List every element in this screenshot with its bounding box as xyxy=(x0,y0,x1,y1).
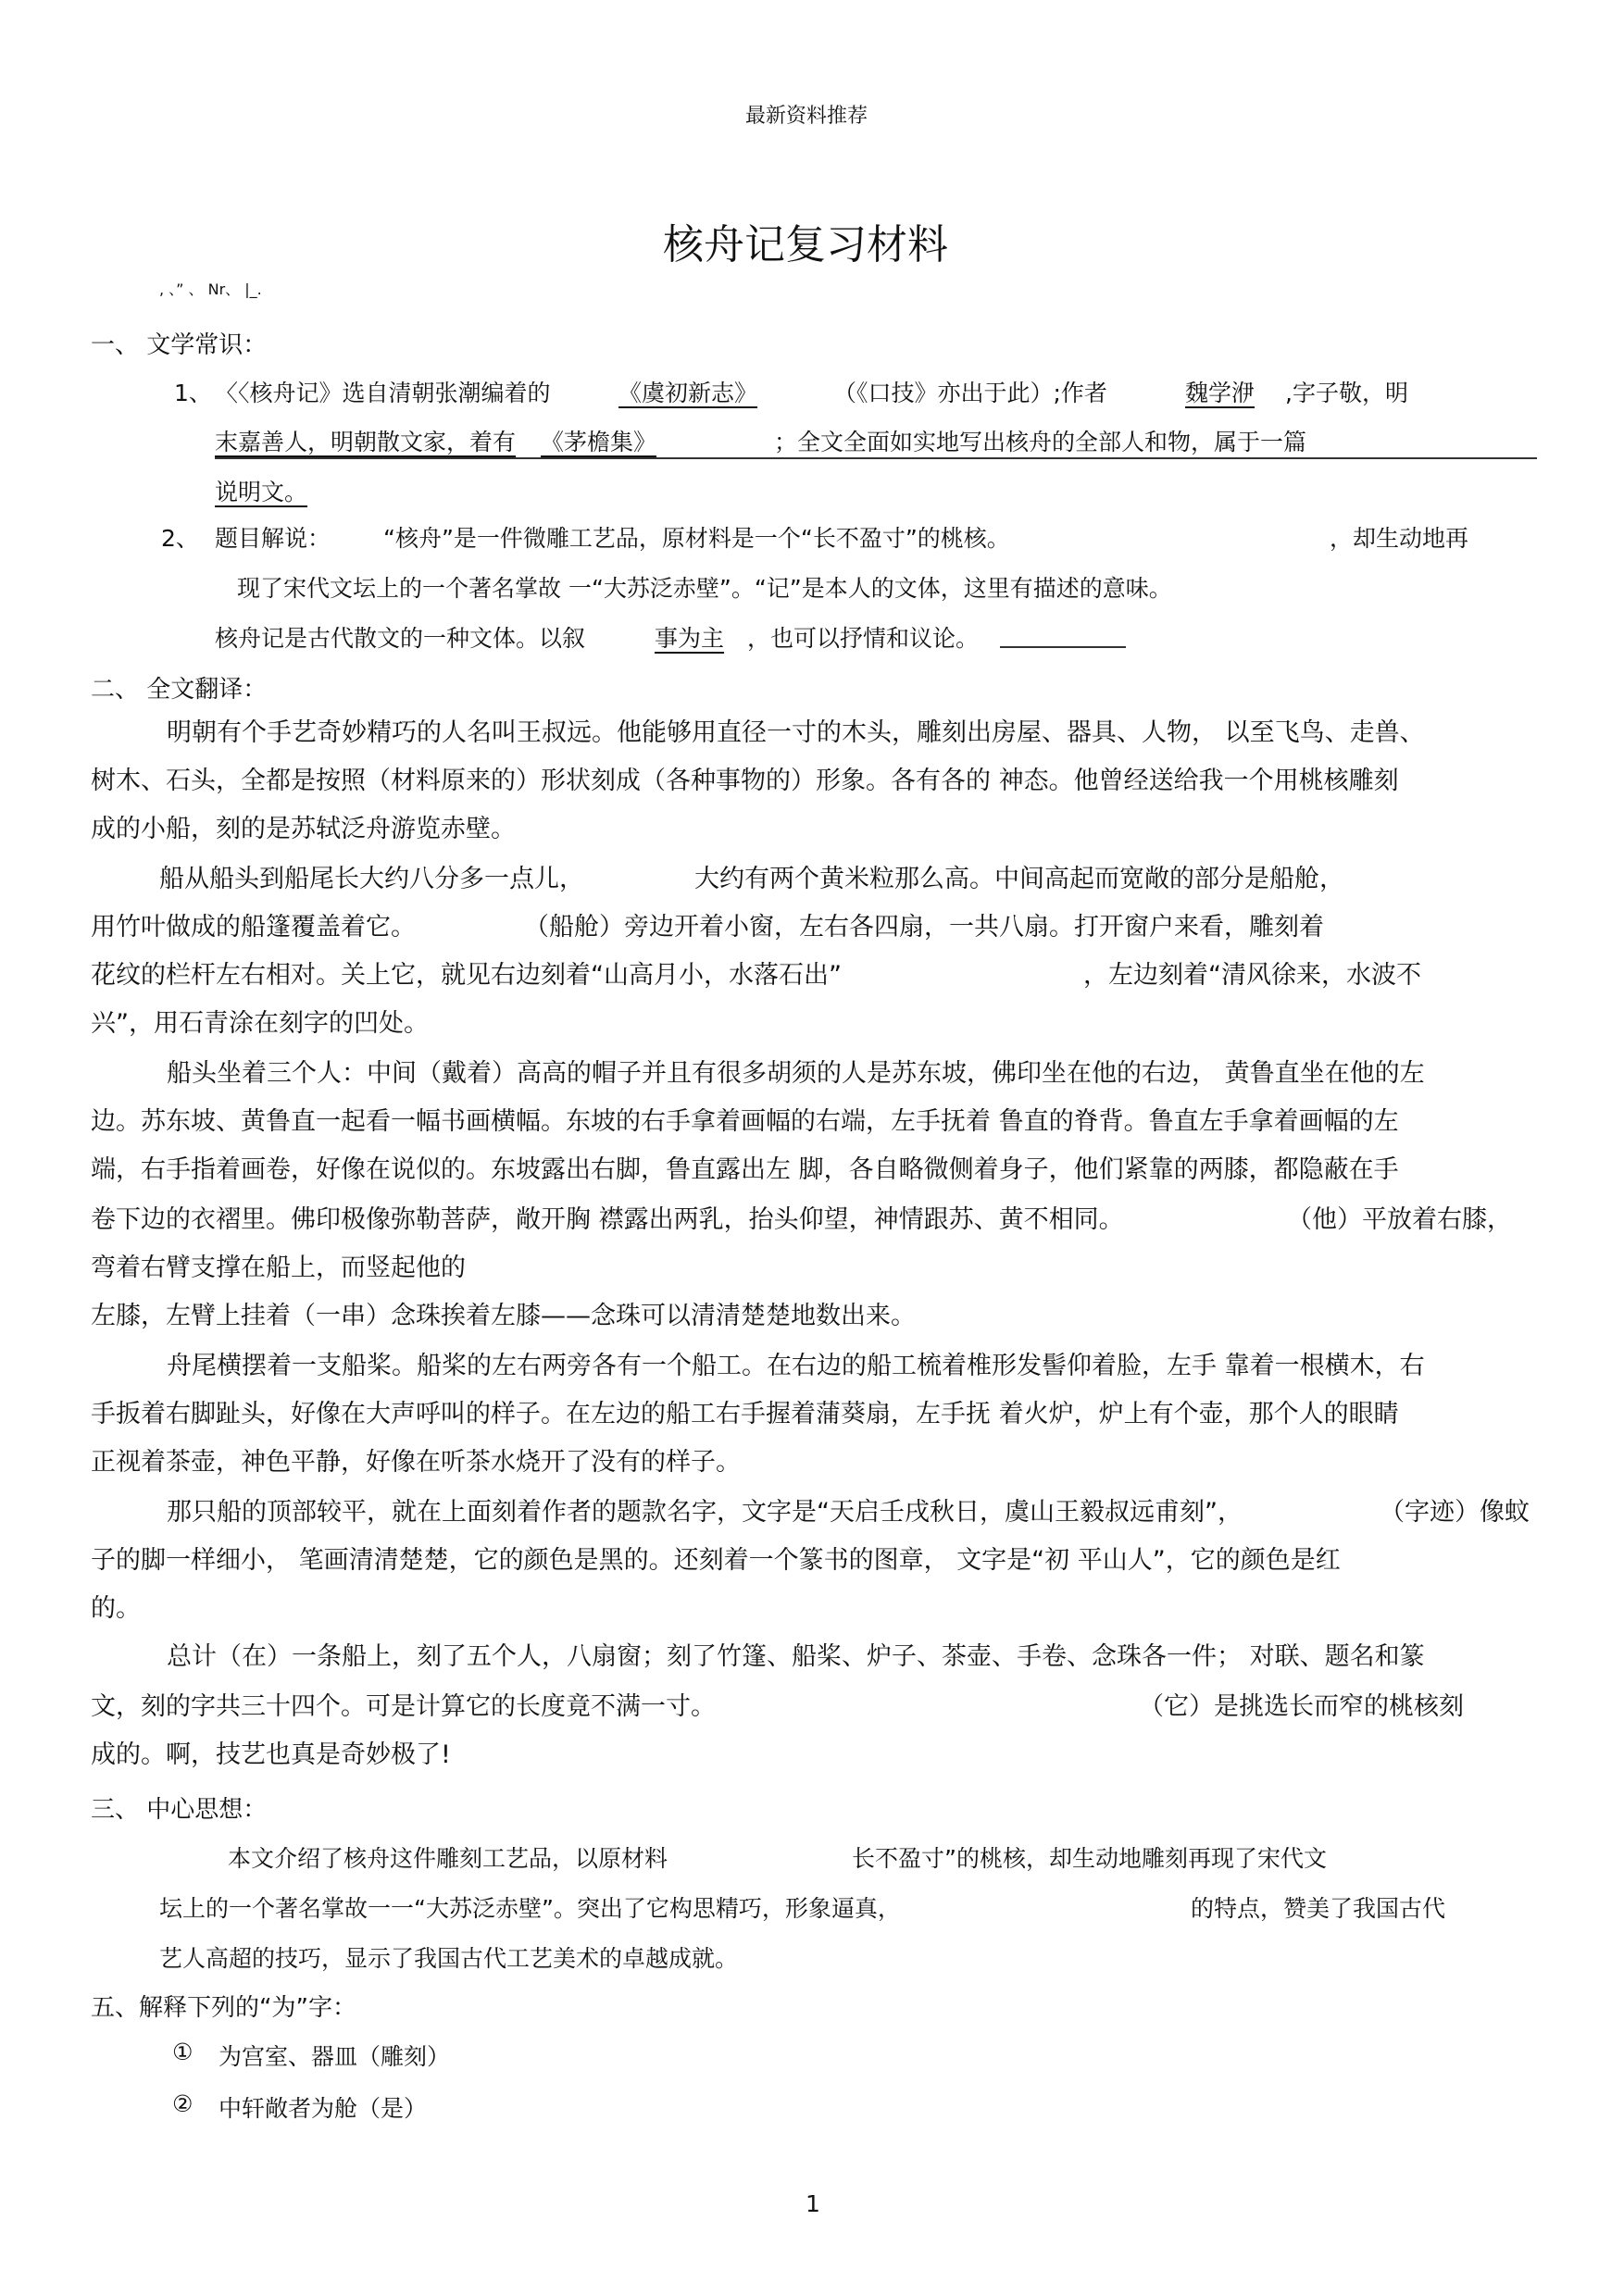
summary-line2-end: 的特点，赞美了我国古代 xyxy=(1191,1895,1446,1922)
wei-item-number: ① xyxy=(172,2039,194,2065)
translation-line: 总计（在）一条船上，刻了五个人，八扇窗；刻了竹篷、船桨、炉子、茶壶、手卷、念珠各一件； 对联、题名和篆 xyxy=(167,1642,1425,1671)
section-5-heading: 五、解释下列的“为”字： xyxy=(91,1994,356,2022)
translation-line: 手扳着右脚趾头，好像在大声呼叫的样子。在左边的船工右手握着蒲葵扇，左手抚 着火炉，炉上有个壶，那个人的眼睛 xyxy=(91,1400,1399,1428)
translation-line: 边。苏东坡、黄鲁直一起看一幅书画横幅。东坡的右手拿着画幅的右端，左手抚着 鲁直的脊背。鲁直左手拿着画幅的左 xyxy=(91,1107,1399,1136)
translation-line: 卷下边的衣褶里。佛印极像弥勒菩萨，敞开胸 襟露出两乳，抬头仰望，神情跟苏、黄不相同。 xyxy=(91,1205,1124,1234)
translation-line: 树木、石头，全都是按照（材料原来的）形状刻成（各种事物的）形象。各有各的 神态。他曾经送给我一个用桃核雕刻 xyxy=(91,767,1399,795)
summary-line1-text: 本文介绍了核舟这件雕刻工艺品，以原材料 xyxy=(228,1845,668,1872)
translation-line: 端，右手指着画卷，好像在说似的。东坡露出右脚，鲁直露出左 脚，各自略微侧着身子，他们紧靠的两膝，都隐蔽在手 xyxy=(91,1155,1399,1184)
item-1-line3: 说明文。 xyxy=(215,479,308,505)
item-2-line3-end: ，也可以抒情和议论。 xyxy=(747,625,980,652)
translation-line: 文，刻的字共三十四个。可是计算它的长度竟不满一寸。 xyxy=(91,1692,716,1721)
page-number: 1 xyxy=(806,2190,820,2217)
item-2-line3-text: 核舟记是古代散文的一种文体。以叙 xyxy=(215,625,586,652)
item-2-line3-emph: 事为主 xyxy=(655,625,725,652)
summary-line1-end: 长不盈寸”的桃核，却生动地雕刻再现了宋代文 xyxy=(852,1845,1327,1872)
translation-line: 成的小船，刻的是苏轼泛舟游览赤壁。 xyxy=(91,815,516,843)
translation-line: 兴”，用石青涂在刻字的凹处。 xyxy=(91,1009,429,1038)
translation-line: 子的脚一样细小， 笔画清清楚楚，它的颜色是黑的。还刻着一个篆书的图章， 文字是“初 平山人”，它的颜色是红 xyxy=(91,1546,1341,1575)
translation-line: ，左边刻着“清风徐来，水波不 xyxy=(1083,961,1421,990)
translation-line: 舟尾横摆着一支船桨。船桨的左右两旁各有一个船工。在右边的船工梳着椎形发髻仰着脸，左手 靠着一根横木，右 xyxy=(167,1352,1425,1380)
item-1-line2-end: ；全文全面如实地写出核舟的全部人和物，属于一篇 xyxy=(774,429,1307,455)
blank-line xyxy=(1000,646,1126,648)
item-1-line1-text: 〈〈核舟记》选自清朝张潮编着的 xyxy=(215,380,551,406)
translation-line: 弯着右臂支撑在船上，而竖起他的 xyxy=(91,1254,466,1282)
translation-line: 的。 xyxy=(91,1594,141,1623)
translation-line: 用竹叶做成的船篷覆盖着它。 xyxy=(91,913,416,942)
item-2-label: 题目解说： xyxy=(215,525,331,552)
translation-line: 船从船头到船尾长大约八分多一点儿， xyxy=(159,865,584,893)
item-1-line2-text: 末嘉善人，明朝散文家，着有 xyxy=(215,429,517,455)
item-1-line1-note: （《口技》亦出于此）;作者 xyxy=(833,380,1107,406)
page-title: 核舟记复习材料 xyxy=(663,221,948,268)
item-1-number: 1、 xyxy=(174,380,212,406)
translation-line: 船头坐着三个人：中间（戴着）高高的帽子并且有很多胡须的人是苏东坡，佛印坐在他的右边， 黄鲁直坐在他的左 xyxy=(167,1059,1425,1088)
translation-line: 左膝，左臂上挂着（一串）念珠挨着左膝——念珠可以清清楚楚地数出来。 xyxy=(91,1302,916,1330)
underline-rule xyxy=(215,457,1537,459)
wei-item-text: 中轩敞者为舱（是） xyxy=(219,2095,428,2122)
wei-item-number: ② xyxy=(172,2090,194,2117)
translation-line: （它）是挑选长而窄的桃核刻 xyxy=(1139,1692,1464,1721)
item-2-line2: 现了宋代文坛上的一个著名掌故 一“大苏泛赤壁”。“记”是本人的文体，这里有描述的意味。 xyxy=(237,575,1172,602)
translation-line: 大约有两个黄米粒那么高。中间高起而宽敞的部分是船舱， xyxy=(694,865,1344,893)
summary-line3: 艺人高超的技巧，显示了我国古代工艺美术的卓越成就。 xyxy=(159,1945,739,1972)
item-2-line1: “核舟”是一件微雕工艺品，原材料是一个“长不盈寸”的桃核。 xyxy=(383,525,1010,552)
stray-marks: , 、” 、 Nr、 |_. xyxy=(159,281,262,298)
translation-line: 花纹的栏杆左右相对。关上它，就见右边刻着“山高月小，水落石出” xyxy=(91,961,842,990)
item-2-line1-end: ，却生动地再 xyxy=(1330,525,1469,552)
translation-line: 明朝有个手艺奇妙精巧的人名叫王叔远。他能够用直径一寸的木头，雕刻出房屋、器具、人物， 以至飞鸟、走兽、 xyxy=(167,718,1425,747)
author-name: 魏学洢 xyxy=(1185,380,1255,406)
translation-line: 那只船的顶部较平，就在上面刻着作者的题款名字，文字是“天启壬戌秋日，虞山王毅叔远甫刻”， xyxy=(167,1498,1243,1527)
section-2-heading: 二、 全文翻译： xyxy=(91,676,268,704)
translation-line: 成的。啊，技艺也真是奇妙极了! xyxy=(91,1740,451,1769)
top-note: 最新资料推荐 xyxy=(745,105,868,128)
section-1-heading: 一、 文学常识： xyxy=(91,331,268,359)
book-title-yuchu: 《虞初新志》 xyxy=(618,380,758,406)
book-title-maoyan: 《茅檐集》 xyxy=(541,429,657,455)
translation-line: （字迹）像蚊 xyxy=(1380,1498,1530,1527)
translation-line: （他）平放着右膝， xyxy=(1287,1205,1512,1234)
translation-line: 正视着茶壶，神色平静，好像在听茶水烧开了没有的样子。 xyxy=(91,1448,741,1477)
summary-line2-text: 坛上的一个著名掌故一一“大苏泛赤壁”。突出了它构思精巧，形象逼真， xyxy=(159,1895,901,1922)
item-2-number: 2、 xyxy=(161,525,199,552)
wei-item-text: 为宫室、器皿（雕刻） xyxy=(219,2043,451,2070)
section-3-heading: 三、 中心思想： xyxy=(91,1796,268,1824)
translation-line: （船舱）旁边开着小窗，左右各四扇，一共八扇。打开窗户来看，雕刻着 xyxy=(524,913,1324,942)
item-1-line1-end: ,字子敬，明 xyxy=(1285,380,1408,406)
